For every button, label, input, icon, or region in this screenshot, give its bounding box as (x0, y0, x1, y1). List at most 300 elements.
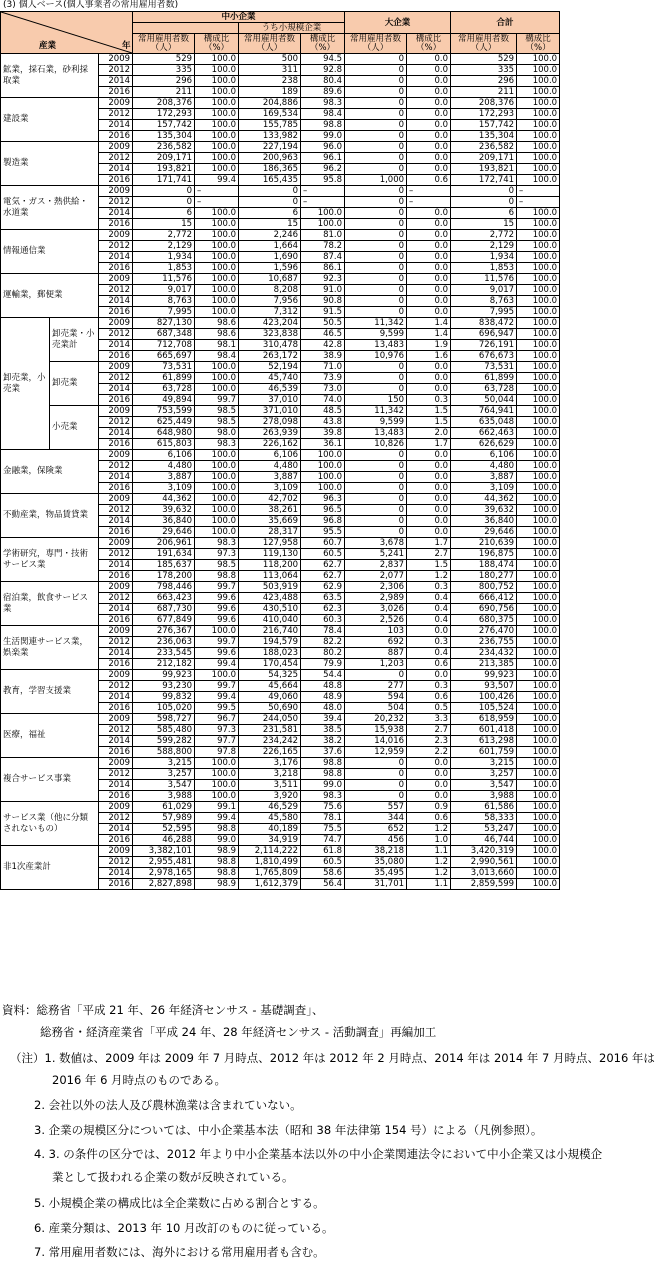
table-row (1, 65, 660, 76)
small-ratio-cell: 56.4 (301, 879, 345, 890)
small-employees-cell: 227,194 (239, 142, 301, 153)
large-ratio-cell: 0.0 (407, 252, 451, 263)
small-ratio-cell: 98.8 (301, 120, 345, 131)
sme-ratio-cell: 98.5 (195, 406, 239, 417)
small-employees-cell: 500 (239, 54, 301, 65)
total-employees-cell: 2,772 (451, 230, 517, 241)
small-employees-cell: 170,454 (239, 659, 301, 670)
total-employees-cell: 36,840 (451, 516, 517, 527)
year-cell: 2012 (99, 153, 133, 164)
total-employees-cell: 601,418 (451, 725, 517, 736)
sme-ratio-cell: 100.0 (195, 109, 239, 120)
sme-employees-header: 常用雇用者数（人） (133, 34, 195, 54)
small-ratio-cell: 100.0 (301, 472, 345, 483)
total-ratio-cell: 100.0 (517, 857, 560, 868)
large-ratio-cell: 0.4 (407, 648, 451, 659)
table-row (1, 384, 660, 395)
small-employees-cell: 0 (239, 197, 301, 208)
total-ratio-cell: 100.0 (517, 582, 560, 593)
industry-label: 情報通信業 (1, 230, 99, 274)
year-cell: 2009 (99, 274, 133, 285)
small-employees-cell: 4,480 (239, 461, 301, 472)
large-employees-cell: 35,080 (345, 857, 407, 868)
sme-ratio-cell: 98.9 (195, 846, 239, 857)
sme-ratio-cell: 100.0 (195, 131, 239, 142)
blank-margin (560, 12, 660, 54)
small-ratio-cell: 98.8 (301, 758, 345, 769)
sme-employees-cell: 599,282 (133, 736, 195, 747)
small-ratio-cell: 48.9 (301, 692, 345, 703)
year-cell: 2009 (99, 538, 133, 549)
small-employees-cell: 3,511 (239, 780, 301, 791)
total-employees-cell: 529 (451, 54, 517, 65)
sme-employees-cell: 135,304 (133, 131, 195, 142)
total-employees-cell: 3,109 (451, 483, 517, 494)
source-line-1: 資料：総務省「平成 21 年、26 年経済センサス - 基礎調査」、 (2, 1003, 324, 1017)
small-ratio-cell: 95.5 (301, 527, 345, 538)
sme-employees-cell: 3,109 (133, 483, 195, 494)
total-ratio-cell: 100.0 (517, 571, 560, 582)
small-ratio-cell: 95.8 (301, 175, 345, 186)
small-ratio-cell: 98.3 (301, 791, 345, 802)
large-ratio-cell: 0.0 (407, 87, 451, 98)
total-ratio-cell: 100.0 (517, 296, 560, 307)
year-cell: 2012 (99, 417, 133, 428)
sme-ratio-cell: 97.3 (195, 549, 239, 560)
table-row (1, 483, 660, 494)
employees-table (0, 11, 660, 890)
large-employees-cell: 35,495 (345, 868, 407, 879)
sme-employees-cell: 0 (133, 186, 195, 197)
large-employees-cell: 0 (345, 142, 407, 153)
year-cell: 2016 (99, 395, 133, 406)
total-ratio-cell: 100.0 (517, 263, 560, 274)
large-ratio-cell: 1.4 (407, 329, 451, 340)
large-ratio-cell: 0.6 (407, 692, 451, 703)
year-cell: 2009 (99, 406, 133, 417)
total-ratio-cell: 100.0 (517, 87, 560, 98)
large-employees-cell: 11,342 (345, 318, 407, 329)
small-ratio-cell: 81.0 (301, 230, 345, 241)
large-ratio-cell: 0.0 (407, 274, 451, 285)
sme-employees-cell: 753,599 (133, 406, 195, 417)
small-ratio-cell: 48.8 (301, 681, 345, 692)
year-cell: 2009 (99, 626, 133, 637)
total-ratio-cell: 100.0 (517, 340, 560, 351)
total-ratio-cell: 100.0 (517, 615, 560, 626)
table-row (1, 582, 660, 593)
table-row (1, 263, 660, 274)
large-ratio-cell: 0.0 (407, 98, 451, 109)
total-employees-cell: 105,524 (451, 703, 517, 714)
sme-employees-cell: 2,955,481 (133, 857, 195, 868)
sme-ratio-cell: 100.0 (195, 384, 239, 395)
total-employees-cell: 172,293 (451, 109, 517, 120)
small-employees-cell: 186,365 (239, 164, 301, 175)
table-row (1, 219, 660, 230)
total-employees-cell: 211 (451, 87, 517, 98)
sme-ratio-cell: 97.7 (195, 736, 239, 747)
small-ratio-cell: 61.8 (301, 846, 345, 857)
year-cell: 2016 (99, 87, 133, 98)
small-ratio-cell: 98.4 (301, 109, 345, 120)
sme-sub-blank (133, 23, 239, 34)
total-ratio-cell: 100.0 (517, 516, 560, 527)
large-employees-cell: 0 (345, 307, 407, 318)
small-employees-cell: 45,740 (239, 373, 301, 384)
year-cell: 2009 (99, 494, 133, 505)
year-cell: 2012 (99, 285, 133, 296)
small-employees-cell: 37,010 (239, 395, 301, 406)
large-ratio-cell: 2.7 (407, 725, 451, 736)
small-employees-cell: 3,218 (239, 769, 301, 780)
table-row (1, 560, 660, 571)
small-ratio-header: 構成比（%） (301, 34, 345, 54)
total-ratio-cell: 100.0 (517, 637, 560, 648)
small-ratio-cell: 92.3 (301, 274, 345, 285)
sme-ratio-cell: 96.7 (195, 714, 239, 725)
sme-ratio-cell: 99.7 (195, 637, 239, 648)
sme-ratio-cell: 100.0 (195, 516, 239, 527)
total-employees-cell: 99,923 (451, 670, 517, 681)
table-row (1, 791, 660, 802)
table-row (1, 230, 660, 241)
small-employees-cell: 323,838 (239, 329, 301, 340)
small-employees-cell: 119,130 (239, 549, 301, 560)
sme-ratio-cell: 99.5 (195, 703, 239, 714)
total-ratio-header: 構成比（%） (517, 34, 560, 54)
year-cell: 2009 (99, 362, 133, 373)
year-cell: 2016 (99, 219, 133, 230)
large-ratio-cell: 1.2 (407, 857, 451, 868)
total-ratio-cell: 100.0 (517, 527, 560, 538)
small-ratio-cell: 91.5 (301, 307, 345, 318)
large-employees-cell: 0 (345, 131, 407, 142)
total-employees-cell: 50,044 (451, 395, 517, 406)
table-row (1, 879, 660, 890)
table-row (1, 703, 660, 714)
table-row (1, 428, 660, 439)
total-ratio-cell: 100.0 (517, 472, 560, 483)
table-row (1, 186, 660, 197)
industry-label: 学術研究，専門・技術サービス業 (1, 538, 99, 582)
small-ratio-cell: 79.9 (301, 659, 345, 670)
total-employees-cell: 44,362 (451, 494, 517, 505)
small-employees-cell: 1,596 (239, 263, 301, 274)
sme-employees-cell: 46,288 (133, 835, 195, 846)
small-employees-cell: 204,886 (239, 98, 301, 109)
sme-ratio-cell: 100.0 (195, 153, 239, 164)
large-employees-cell: 0 (345, 780, 407, 791)
year-header: 年 (122, 41, 131, 51)
total-ratio-cell: 100.0 (517, 395, 560, 406)
total-employees-cell: 172,741 (451, 175, 517, 186)
small-employees-cell: 263,939 (239, 428, 301, 439)
large-employees-cell: 20,232 (345, 714, 407, 725)
large-employees-cell: 10,826 (345, 439, 407, 450)
year-cell: 2009 (99, 802, 133, 813)
large-employees-cell: 0 (345, 274, 407, 285)
sme-employees-cell: 63,728 (133, 384, 195, 395)
sme-employees-cell: 61,029 (133, 802, 195, 813)
year-cell: 2009 (99, 846, 133, 857)
sme-ratio-cell: 100.0 (195, 373, 239, 384)
total-employees-cell: 3,988 (451, 791, 517, 802)
sme-employees-cell: 2,129 (133, 241, 195, 252)
sme-ratio-cell: 100.0 (195, 120, 239, 131)
large-ratio-cell: 0.4 (407, 604, 451, 615)
total-employees-cell: 8,763 (451, 296, 517, 307)
total-employees-cell: 193,821 (451, 164, 517, 175)
source-line-2: 総務省・経済産業省「平成 24 年、28 年経済センサス - 活動調査」再編加工 (40, 1025, 437, 1039)
large-ratio-cell: 0.0 (407, 307, 451, 318)
total-employees-cell: 209,171 (451, 153, 517, 164)
sme-employees-cell: 105,020 (133, 703, 195, 714)
year-cell: 2009 (99, 714, 133, 725)
small-ratio-cell: 73.9 (301, 373, 345, 384)
small-ratio-cell: 75.6 (301, 802, 345, 813)
sme-employees-cell: 7,995 (133, 307, 195, 318)
total-employees-cell: 9,017 (451, 285, 517, 296)
industry-label: 卸売業，小売業 (1, 318, 50, 450)
large-employees-cell: 0 (345, 505, 407, 516)
sme-ratio-cell: 98.6 (195, 318, 239, 329)
small-ratio-cell: 74.0 (301, 395, 345, 406)
total-employees-cell: 1,853 (451, 263, 517, 274)
sme-ratio-cell: 100.0 (195, 142, 239, 153)
large-employees-cell: 0 (345, 373, 407, 384)
table-row (1, 241, 660, 252)
large-ratio-cell: 0.0 (407, 670, 451, 681)
table-row (1, 593, 660, 604)
small-employees-cell: 45,664 (239, 681, 301, 692)
sme-ratio-header: 構成比（%） (195, 34, 239, 54)
total-ratio-cell: 100.0 (517, 505, 560, 516)
small-employees-cell: 311 (239, 65, 301, 76)
sme-employees-cell: 3,257 (133, 769, 195, 780)
sme-ratio-cell: – (195, 186, 239, 197)
small-ratio-cell: 87.4 (301, 252, 345, 263)
small-employees-cell: 423,488 (239, 593, 301, 604)
large-employees-cell: 2,837 (345, 560, 407, 571)
total-ratio-cell: 100.0 (517, 560, 560, 571)
table-row (1, 87, 660, 98)
sme-ratio-cell: 99.1 (195, 802, 239, 813)
total-ratio-cell: 100.0 (517, 54, 560, 65)
table-row (1, 472, 660, 483)
total-ratio-cell: 100.0 (517, 879, 560, 890)
table-row (1, 747, 660, 758)
sme-ratio-cell: 100.0 (195, 208, 239, 219)
sme-ratio-cell: 98.9 (195, 879, 239, 890)
large-ratio-cell: 1.7 (407, 439, 451, 450)
table-row (1, 131, 660, 142)
table-row (1, 54, 660, 65)
large-ratio-header: 構成比（%） (407, 34, 451, 54)
year-cell: 2014 (99, 472, 133, 483)
year-cell: 2016 (99, 791, 133, 802)
total-ratio-cell: 100.0 (517, 692, 560, 703)
large-ratio-cell: 0.0 (407, 153, 451, 164)
total-employees-cell: 61,586 (451, 802, 517, 813)
small-ratio-cell: 38.2 (301, 736, 345, 747)
large-employees-cell: 0 (345, 791, 407, 802)
small-employees-cell: 244,050 (239, 714, 301, 725)
small-employees-cell: 1,612,379 (239, 879, 301, 890)
large-employees-cell: 1,000 (345, 175, 407, 186)
total-employees-cell: 58,333 (451, 813, 517, 824)
year-cell: 2012 (99, 593, 133, 604)
sme-ratio-cell: 100.0 (195, 494, 239, 505)
total-employees-cell: 0 (451, 197, 517, 208)
large-ratio-cell: 0.0 (407, 219, 451, 230)
large-ratio-cell: 0.0 (407, 472, 451, 483)
total-ratio-cell: 100.0 (517, 351, 560, 362)
small-ratio-cell: 100.0 (301, 483, 345, 494)
total-employees-cell: 6 (451, 208, 517, 219)
large-ratio-cell: 1.5 (407, 417, 451, 428)
table-row (1, 329, 660, 340)
total-employees-cell: 3,420,319 (451, 846, 517, 857)
sme-ratio-cell: 99.7 (195, 582, 239, 593)
small-employees-cell: 278,098 (239, 417, 301, 428)
total-employees-cell: 208,376 (451, 98, 517, 109)
small-employees-cell: 263,172 (239, 351, 301, 362)
small-employees-cell: 46,529 (239, 802, 301, 813)
total-employees-cell: 690,756 (451, 604, 517, 615)
large-employees-cell: 0 (345, 483, 407, 494)
total-ratio-cell: 100.0 (517, 725, 560, 736)
total-employees-cell: 6,106 (451, 450, 517, 461)
total-ratio-cell: – (517, 186, 560, 197)
table-row (1, 197, 660, 208)
small-ratio-cell: 58.6 (301, 868, 345, 879)
sme-employees-cell: 798,446 (133, 582, 195, 593)
large-header: 大企業 (345, 12, 451, 34)
small-employees-cell: 8,208 (239, 285, 301, 296)
sme-employees-cell: 3,382,101 (133, 846, 195, 857)
table-row (1, 835, 660, 846)
small-employees-cell: 200,963 (239, 153, 301, 164)
table-row (1, 395, 660, 406)
large-ratio-cell: 2.0 (407, 428, 451, 439)
table-row (1, 362, 660, 373)
small-employees-cell: 231,581 (239, 725, 301, 736)
sme-employees-cell: 663,423 (133, 593, 195, 604)
total-ratio-cell: 100.0 (517, 736, 560, 747)
large-employees-cell: 5,241 (345, 549, 407, 560)
table-row (1, 516, 660, 527)
large-employees-cell: 652 (345, 824, 407, 835)
large-ratio-cell: 0.0 (407, 241, 451, 252)
large-employees-cell: 2,989 (345, 593, 407, 604)
table-row (1, 725, 660, 736)
total-ratio-cell: 100.0 (517, 549, 560, 560)
sme-employees-cell: 185,637 (133, 560, 195, 571)
sme-employees-cell: 335 (133, 65, 195, 76)
sme-employees-cell: 52,595 (133, 824, 195, 835)
table-row (1, 318, 660, 329)
small-employees-cell: 118,200 (239, 560, 301, 571)
small-ratio-cell: 60.3 (301, 615, 345, 626)
total-employees-cell: 11,576 (451, 274, 517, 285)
large-ratio-cell: 0.0 (407, 120, 451, 131)
small-ratio-cell: – (301, 186, 345, 197)
large-ratio-cell: 0.0 (407, 384, 451, 395)
total-ratio-cell: 100.0 (517, 450, 560, 461)
year-cell: 2016 (99, 131, 133, 142)
large-ratio-cell: 0.0 (407, 450, 451, 461)
table-row (1, 549, 660, 560)
total-ratio-cell: 100.0 (517, 538, 560, 549)
large-ratio-cell: 0.0 (407, 164, 451, 175)
total-ratio-cell: 100.0 (517, 780, 560, 791)
sme-ratio-cell: 98.5 (195, 417, 239, 428)
small-ratio-cell: 73.0 (301, 384, 345, 395)
total-ratio-cell: 100.0 (517, 604, 560, 615)
table-row (1, 604, 660, 615)
small-employees-cell: 7,312 (239, 307, 301, 318)
year-cell: 2014 (99, 428, 133, 439)
sme-header: 中小企業 (133, 12, 345, 23)
small-ratio-cell: 100.0 (301, 450, 345, 461)
year-cell: 2012 (99, 769, 133, 780)
note-1b: 2016 年 6 月時点のものである。 (52, 1073, 227, 1087)
total-employees-cell: 2,129 (451, 241, 517, 252)
year-cell: 2012 (99, 813, 133, 824)
total-ratio-cell: 100.0 (517, 208, 560, 219)
table-row (1, 857, 660, 868)
large-ratio-cell: 1.9 (407, 340, 451, 351)
small-employees-cell: 226,162 (239, 439, 301, 450)
total-employees-cell: 296 (451, 76, 517, 87)
sme-employees-cell: 178,200 (133, 571, 195, 582)
small-employees-cell: 410,040 (239, 615, 301, 626)
total-employees-cell: 93,507 (451, 681, 517, 692)
large-employees-cell: 0 (345, 76, 407, 87)
small-employees-header: 常用雇用者数（人） (239, 34, 301, 54)
industry-label: 製造業 (1, 142, 99, 186)
large-employees-cell: 0 (345, 186, 407, 197)
small-ratio-cell: 50.5 (301, 318, 345, 329)
small-ratio-cell: 96.8 (301, 516, 345, 527)
industry-label: 不動産業，物品賃貸業 (1, 494, 99, 538)
small-ratio-cell: 42.8 (301, 340, 345, 351)
table-row (1, 626, 660, 637)
table-row (1, 571, 660, 582)
small-ratio-cell: – (301, 197, 345, 208)
year-cell: 2009 (99, 98, 133, 109)
table-row (1, 307, 660, 318)
year-cell: 2009 (99, 318, 133, 329)
sme-ratio-cell: 99.4 (195, 659, 239, 670)
sme-employees-cell: 648,980 (133, 428, 195, 439)
table-row (1, 164, 660, 175)
total-employees-cell: 100,426 (451, 692, 517, 703)
table-row (1, 824, 660, 835)
small-ratio-cell: 54.4 (301, 670, 345, 681)
large-employees-cell: 2,306 (345, 582, 407, 593)
year-cell: 2016 (99, 439, 133, 450)
total-employees-cell: 210,639 (451, 538, 517, 549)
total-employees-cell: 135,304 (451, 131, 517, 142)
sme-employees-cell: 0 (133, 197, 195, 208)
year-cell: 2014 (99, 604, 133, 615)
sme-employees-cell: 193,821 (133, 164, 195, 175)
sme-ratio-cell: 100.0 (195, 219, 239, 230)
sme-employees-cell: 191,634 (133, 549, 195, 560)
total-ratio-cell: 100.0 (517, 285, 560, 296)
